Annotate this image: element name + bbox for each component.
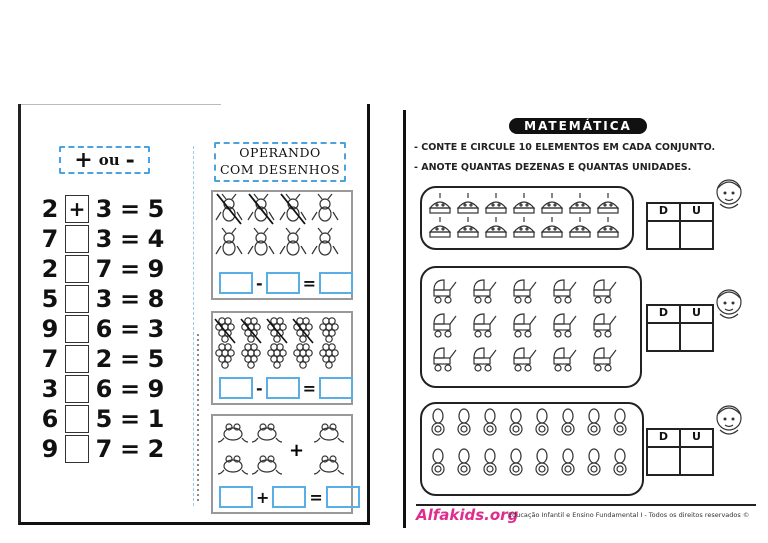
operand-b: 5	[95, 405, 113, 433]
u-header: U	[692, 306, 701, 319]
result: 5	[147, 345, 165, 373]
u-cell[interactable]	[681, 324, 712, 350]
equals-sign: =	[302, 273, 317, 293]
u-header: U	[692, 430, 701, 443]
equation-row	[39, 254, 189, 284]
top-edge-line	[21, 104, 221, 105]
operand-a: 9	[41, 435, 59, 463]
d-header: D	[648, 430, 681, 446]
operand-a: 2	[41, 195, 59, 223]
operator-box[interactable]: +	[65, 195, 89, 223]
child-mascot-icon	[712, 402, 746, 438]
u-header: U	[692, 204, 701, 217]
equals-sign: =	[119, 225, 141, 253]
answer-box[interactable]	[219, 377, 253, 399]
u-cell[interactable]	[681, 222, 712, 248]
equals-sign: =	[119, 285, 141, 313]
operando-line-2: COM DESENHOS	[219, 162, 341, 177]
column-divider	[193, 146, 194, 506]
result: 9	[147, 375, 165, 403]
operand-b: 3	[95, 225, 113, 253]
equals-sign: =	[119, 345, 141, 373]
cake-icon	[422, 188, 628, 244]
operator-box[interactable]	[65, 255, 89, 283]
answer-box[interactable]	[319, 377, 353, 399]
instruction-1: - CONTE E CIRCULE 10 ELEMENTOS EM CADA CONJUNTO.	[414, 142, 716, 153]
du-table-1	[646, 202, 714, 250]
equation-row	[39, 344, 189, 374]
operand-a: 2	[41, 255, 59, 283]
panel-ants	[211, 190, 353, 300]
result: 5	[147, 195, 165, 223]
equals-sign: =	[309, 487, 323, 507]
d-cell[interactable]	[648, 324, 681, 350]
equals-sign: =	[119, 315, 141, 343]
equation-row	[39, 194, 189, 224]
child-mascot-icon	[712, 176, 746, 212]
grapes-icon	[213, 313, 347, 373]
operand-b: 6	[95, 375, 113, 403]
du-table-3	[646, 428, 714, 476]
operando-line-1: OPERANDO	[239, 145, 321, 160]
minus-sign: -	[256, 273, 263, 293]
du-table-2	[646, 304, 714, 352]
result: 1	[147, 405, 165, 433]
vertical-watermark	[195, 334, 201, 504]
plus-sign: +	[74, 147, 93, 173]
answer-box[interactable]	[319, 272, 353, 294]
operand-a: 7	[41, 225, 59, 253]
copyright-text: Educação Infantil e Ensino Fundamental I - Todos os direitos reservados ©	[508, 511, 750, 519]
operator-box[interactable]	[65, 345, 89, 373]
answer-box[interactable]	[219, 486, 253, 508]
u-cell[interactable]	[681, 448, 712, 474]
answer-row	[219, 377, 353, 399]
plus-or-minus-header	[59, 146, 150, 174]
operand-a: 6	[41, 405, 59, 433]
panel-frogs	[211, 414, 353, 514]
operand-b: 3	[95, 195, 113, 223]
set-pacifiers	[420, 402, 644, 496]
operand-b: 7	[95, 435, 113, 463]
answer-box[interactable]	[266, 272, 300, 294]
child-mascot-icon	[712, 286, 746, 322]
answer-row	[219, 486, 360, 508]
operator-box[interactable]	[65, 435, 89, 463]
set-strollers	[420, 266, 642, 388]
operand-a: 3	[41, 375, 59, 403]
plus-sign: +	[256, 487, 270, 507]
operator-box[interactable]	[65, 225, 89, 253]
matematica-title: MATEMÁTICA	[509, 118, 647, 134]
operand-b: 7	[95, 255, 113, 283]
operand-b: 3	[95, 285, 113, 313]
operator-box[interactable]	[65, 315, 89, 343]
equals-sign: =	[119, 375, 141, 403]
ou-label: ou	[98, 151, 120, 169]
d-cell[interactable]	[648, 448, 681, 474]
operando-title	[214, 142, 346, 182]
d-header: D	[648, 204, 681, 220]
set-cakes	[420, 186, 634, 250]
equals-sign: =	[119, 255, 141, 283]
frog-icon	[213, 416, 347, 482]
result: 4	[147, 225, 165, 253]
equation-row	[39, 434, 189, 464]
left-worksheet	[18, 104, 370, 525]
operand-b: 2	[95, 345, 113, 373]
operand-a: 7	[41, 345, 59, 373]
panel-grapes	[211, 311, 353, 405]
answer-box[interactable]	[266, 377, 300, 399]
alfakids-logo[interactable]: Alfakids.org	[416, 506, 519, 524]
operator-box[interactable]	[65, 375, 89, 403]
answer-row	[219, 272, 353, 294]
plus-between: +	[289, 440, 305, 461]
d-header: D	[648, 306, 681, 322]
result: 8	[147, 285, 165, 313]
result: 9	[147, 255, 165, 283]
operand-a: 9	[41, 315, 59, 343]
equals-sign: =	[302, 378, 317, 398]
baby-stroller-icon	[422, 268, 636, 382]
equals-sign: =	[119, 195, 141, 223]
equation-row	[39, 224, 189, 254]
result: 2	[147, 435, 165, 463]
operator-box[interactable]	[65, 405, 89, 433]
d-cell[interactable]	[648, 222, 681, 248]
minus-sign: -	[256, 378, 263, 398]
equals-sign: =	[119, 405, 141, 433]
ant-icon	[213, 192, 347, 266]
right-worksheet	[403, 110, 756, 528]
answer-box[interactable]	[272, 486, 306, 508]
result: 3	[147, 315, 165, 343]
footer	[416, 504, 756, 526]
operand-a: 5	[41, 285, 59, 313]
equation-row	[39, 314, 189, 344]
operator-box[interactable]	[65, 285, 89, 313]
pacifier-icon	[422, 404, 638, 490]
equation-row	[39, 374, 189, 404]
equation-row	[39, 284, 189, 314]
answer-box[interactable]	[326, 486, 360, 508]
instruction-2: - ANOTE QUANTAS DEZENAS E QUANTAS UNIDADES.	[414, 162, 692, 173]
minus-sign: -	[125, 147, 135, 173]
equation-row	[39, 404, 189, 434]
operand-b: 6	[95, 315, 113, 343]
equals-sign: =	[119, 435, 141, 463]
answer-box[interactable]	[219, 272, 253, 294]
